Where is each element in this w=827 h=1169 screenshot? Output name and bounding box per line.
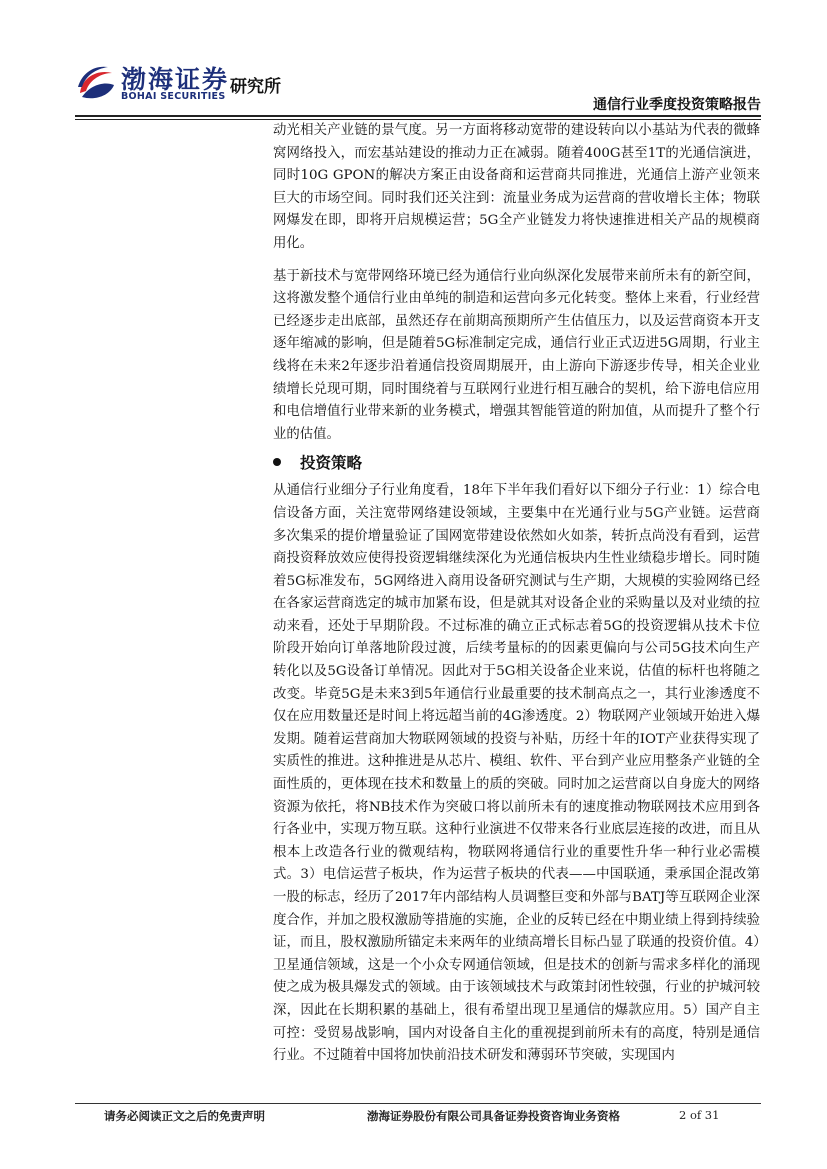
bohai-logo-icon: [76, 63, 116, 103]
body-paragraph-1: 动光相关产业链的景气度。另一方面将移动宽带的建设转向以小基站为代表的微蜂窝网络投入，而宏基站建设的推动力正在减弱。随着400G甚至1T的光通信演进，同时10G GPON的解决方案正由设备商和运营商共同推进，光通信上游产业领来巨大的市场空间。同时我们还关注到：流量业务成为运营商的营收增长主体；物联网爆发在即，即将开启规模运营；5G全产业链发力将快速推进相关产品的规模商用化。: [273, 123, 760, 251]
page-header: [0, 0, 827, 118]
logo-department: 研究所: [230, 77, 281, 97]
header-rule-thick: [75, 115, 761, 117]
page-number: 2 of 31: [679, 1108, 720, 1122]
body-paragraph-2: 基于新技术与宽带网络环境已经为通信行业向纵深化发展带来前所未有的新空间，这将激发整个通信行业由单纯的制造和运营向多元化转变。整体上来看，行业经营已经逐步走出底部，虽然还存在前期高预期所产生估值压力，以及运营商资本开支逐年缩减的影响，但是随着5G标准制定完成，通信行业正式迈进5G周期，行业主线将在未来2年逐步沿着通信投资周期展开，由上游向下游逐步传导，相关企业业绩增长兑现可期，同时围绕着与互联网行业进行相互融合的契机，给下游电信应用和电信增值行业带来新的业务模式，增强其智能管道的附加值，从而提升了整个行业的估值。: [273, 268, 760, 442]
logo-chinese-name: 渤海证券: [121, 65, 230, 94]
section-heading: [273, 448, 760, 476]
logo-english-name: BOHAI SECURITIES: [121, 91, 226, 102]
bullet-icon: [273, 458, 281, 466]
footer-company: 渤海证券股份有限公司具备证券投资咨询业务资格: [367, 1109, 620, 1123]
section-title: 投资策略: [300, 454, 363, 473]
footer-disclaimer: 请务必阅读正文之后的免责声明: [104, 1109, 265, 1123]
report-title: 通信行业季度投资策略报告: [593, 97, 761, 113]
body-paragraph-3: 从通信行业细分子行业角度看，18年下半年我们看好以下细分子行业：1）综合电信设备方面，关注宽带网络建设领域，主要集中在光通行业与5G产业链。运营商多次集采的提价增量验证了国网宽带建设依然如火如荼，转折点尚没有看到，运营商投资释放效应使得投资逻辑继续深化为光通信板块内生性业绩稳步增长。同时随着5G标准发布，5G网络进入商用设备研究测试与生产期，大规模的实验网络已经在各家运营商选定的城市加紧布设，但是就其对设备企业的采购量以及对业绩的拉动来看，还处于早期阶段。不过标准的确立正式标志着5G的投资逻辑从技术卡位阶段开始向订单落地阶段过渡，后续考量标的的因素更偏向与公司5G技术向生产转化以及5G设备订单情况。因此对于5G相关设备企业来说，估值的标杆也将随之改变。毕竟5G是未来3到5年通信行业最重要的技术制高点之一，其行业渗透度不仅在应用数量还是时间上将远超当前的4G渗透度。2）物联网产业领域开始进入爆发期。随着运营商加大物联网领域的投资与补贴，历经十年的IOT产业获得实现了实质性的推进。这种推进是从芯片、模组、软件、平台到产业应用整条产业链的全面性质的，更体现在技术和数量上的质的突破。同时加之运营商以自身庞大的网络资源为依托，将NB技术作为突破口将以前所未有的速度推动物联网技术应用到各行各业中，实现万物互联。这种行业演进不仅带来各行业底层连接的改进，而且从根本上改造各行业的微观结构，物联网将通信行业的重要性升华一种行业必需模式。3）电信运营子板块，作为运营子板块的代表——中国联通，秉承国企混改第一股的标志，经历了2017年内部结构人员调整巨变和外部与BATJ等互联网企业深度合作，并加之股权激励等措施的实施，企业的反转已经在中期业绩上得到持续验证，而且，股权激励所锚定未来两年的业绩高增长目标凸显了联通的投资价值。4）卫星通信领域，这是一个小众专网通信领域，但是技术的创新与需求多样化的涌现使之成为极具爆发式的领域。由于该领域技术与政策封闭性较强，行业的护城河较深，因此在长期积累的基础上，很有希望出现卫星通信的爆款应用。5）国产自主可控：受贸易战影响，国内对设备自主化的重视提到前所未有的高度，特别是通信行业。不过随着中国将加快前沿技术研发和薄弱环节突破，实现国内: [273, 483, 760, 1064]
footer-rule: [75, 1103, 761, 1104]
main-content: [273, 120, 760, 1068]
